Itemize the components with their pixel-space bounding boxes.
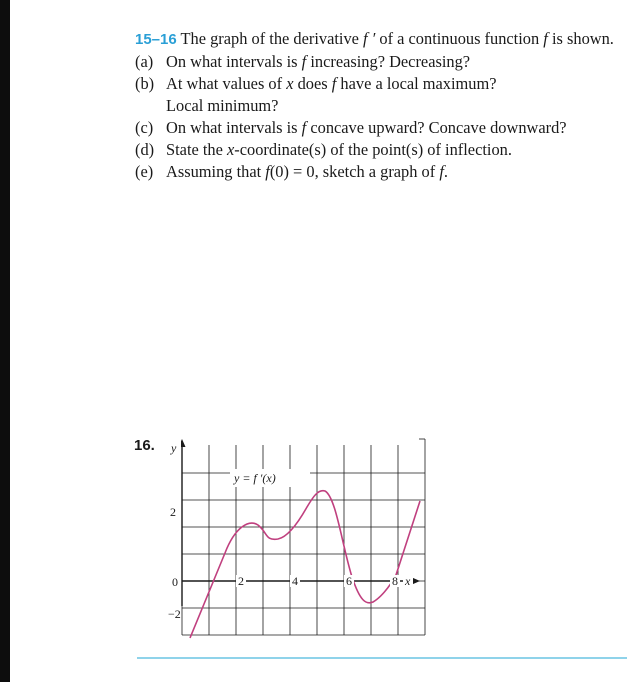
x-tick-label: 2 [238, 574, 244, 588]
problem-statement [135, 28, 625, 183]
x-tick-label: 6 [346, 574, 352, 588]
derivative-graph [168, 435, 428, 645]
curve-label: y = f ′(x) [234, 471, 276, 485]
section-divider [137, 657, 627, 659]
x-axis-label: x [405, 574, 411, 588]
problem-intro: 15–16 The graph of the derivative f ′ of a continuous function f is shown. [135, 29, 614, 48]
graph-grid [182, 439, 425, 635]
x-tick-label: 8 [392, 574, 398, 588]
y-tick-label: −2 [168, 607, 181, 621]
exercise-number: 16. [134, 437, 155, 454]
part-b-continued: Local minimum? [166, 96, 279, 115]
left-edge-bar [0, 0, 10, 682]
part-a: (a) On what intervals is f increasing? Decreasing? [135, 52, 471, 71]
x-axis-arrow-icon [412, 578, 420, 585]
y-tick-label: 2 [170, 505, 176, 519]
y-axis-label: y [171, 441, 177, 455]
part-b: (b) At what values of x does f have a local maximum? [135, 74, 497, 93]
part-d: (d) State the x-coordinate(s) of the point(s) of inflection. [135, 140, 512, 159]
part-c: (c) On what intervals is f concave upward? Concave downward? [135, 118, 567, 137]
exercise-range: 15–16 [135, 31, 177, 48]
origin-label: 0 [172, 575, 178, 589]
part-e: (e) Assuming that f(0) = 0, sketch a graph of f. [135, 162, 448, 181]
derivative-curve [190, 491, 420, 638]
x-tick-label: 4 [292, 574, 298, 588]
